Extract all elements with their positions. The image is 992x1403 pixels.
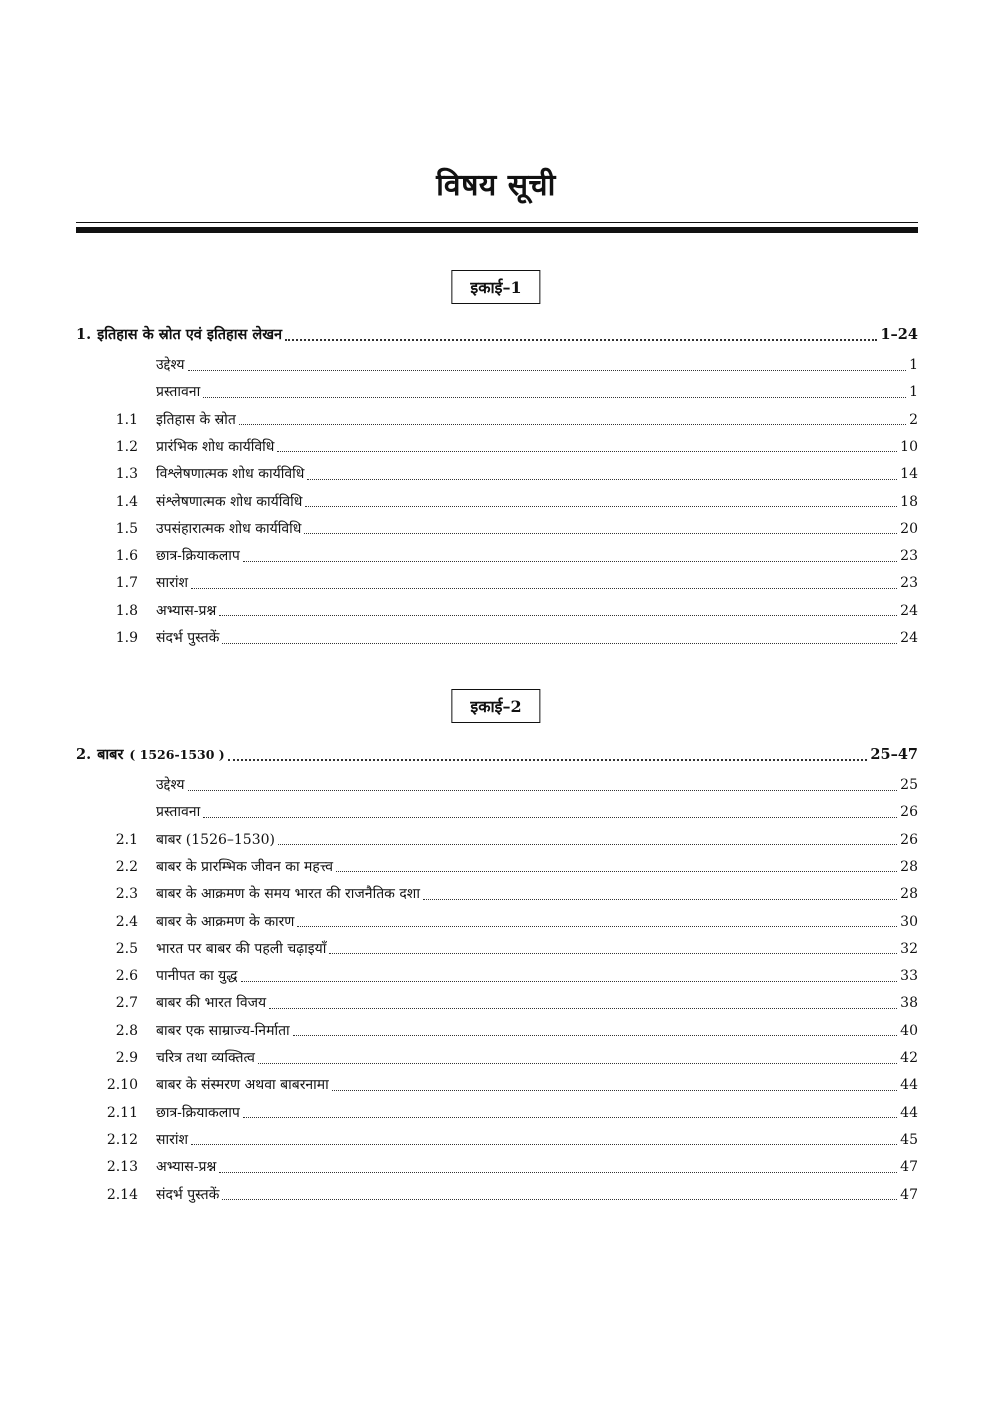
toc-entry[interactable] [76, 910, 918, 934]
dot-leader [278, 844, 897, 845]
dot-leader [243, 561, 897, 562]
entry-title: उद्देश्य [156, 357, 185, 373]
dot-leader [258, 1063, 897, 1064]
entry-title: बाबर के प्रारम्भिक जीवन का महत्त्व [156, 858, 334, 875]
toc-entry[interactable] [76, 490, 918, 514]
entry-page: 44 [900, 1104, 918, 1121]
dot-leader [203, 817, 897, 818]
dot-leader [203, 397, 906, 398]
entry-page: 24 [900, 602, 918, 619]
chapter-title: इतिहास के स्रोत एवं इतिहास लेखन [97, 326, 283, 343]
toc-entry[interactable] [76, 517, 918, 541]
entry-page: 25 [900, 777, 918, 793]
entry-number: 1.1 [115, 411, 138, 428]
entry-number: 2.10 [106, 1077, 138, 1094]
toc-entry[interactable] [76, 435, 918, 459]
toc-entry[interactable] [76, 544, 918, 568]
entry-title: प्रस्तावना [156, 384, 201, 401]
entry-number: 1.8 [115, 602, 138, 619]
entry-page: 38 [900, 995, 918, 1012]
entry-title: छात्र-क्रियाकलाप [156, 548, 240, 565]
entry-page: 47 [900, 1159, 918, 1176]
entry-number: 2.13 [106, 1159, 138, 1176]
entry-number: 2.4 [115, 913, 138, 930]
entry-page: 47 [900, 1186, 918, 1203]
entry-page: 24 [900, 630, 918, 646]
entry-title: अभ्यास-प्रश्न [156, 602, 217, 619]
entry-title: अभ्यास-प्रश्न [156, 1159, 217, 1176]
entry-number: 1.2 [115, 438, 138, 455]
entry-page: 1 [909, 384, 918, 401]
dot-leader [222, 643, 897, 644]
chapter-1-row[interactable] [76, 323, 918, 347]
entry-page: 10 [900, 438, 918, 455]
entry-page: 45 [900, 1131, 918, 1148]
unit-2-label: इकाई–2 [451, 689, 540, 723]
chapter-pages: 1–24 [880, 326, 918, 343]
toc-entry[interactable] [76, 571, 918, 595]
dot-leader [293, 1035, 897, 1036]
entry-page: 28 [900, 858, 918, 875]
toc-entry[interactable] [76, 353, 918, 377]
entry-number: 2.11 [106, 1104, 138, 1121]
toc-entry[interactable] [76, 380, 918, 404]
toc-entry[interactable] [76, 991, 918, 1015]
dot-leader [188, 790, 898, 791]
entry-title: उपसंहारात्मक शोध कार्यविधि [156, 520, 302, 537]
entry-title: सारांश [156, 1131, 188, 1148]
chapter-pages: 25–47 [870, 746, 918, 763]
entry-number: 2.7 [115, 995, 138, 1012]
entry-number: 2.2 [115, 858, 138, 875]
entry-title: प्रारंभिक शोध कार्यविधि [156, 438, 275, 455]
entry-number: 2.8 [115, 1022, 138, 1039]
entry-page: 20 [900, 520, 918, 537]
entry-page: 30 [900, 913, 918, 930]
entry-page: 33 [900, 968, 918, 985]
entry-number: 2.3 [115, 886, 138, 903]
entry-number: 1.6 [115, 548, 138, 565]
entry-title: संश्लेषणात्मक शोध कार्यविधि [156, 493, 303, 510]
toc-entry[interactable] [76, 1128, 918, 1152]
entry-title: पानीपत का युद्ध [156, 968, 238, 985]
chapter-2-row[interactable] [76, 743, 918, 767]
unit-1-label: इकाई–1 [451, 270, 540, 304]
toc-entry[interactable] [76, 462, 918, 486]
entry-page: 26 [900, 804, 918, 821]
entry-number: 2.12 [106, 1131, 138, 1148]
entry-number: 1.4 [115, 493, 138, 510]
page-title: विषय सूची [436, 168, 556, 203]
toc-entry[interactable] [76, 1073, 918, 1097]
dot-leader [239, 424, 906, 425]
dot-leader [219, 1172, 897, 1173]
dot-leader [285, 339, 877, 341]
toc-entry[interactable] [76, 408, 918, 432]
entry-page: 40 [900, 1022, 918, 1039]
entry-page: 23 [900, 548, 918, 565]
entry-number: 2.14 [106, 1186, 138, 1203]
entry-title: भारत पर बाबर की पहली चढ़ाइयाँ [156, 940, 327, 957]
dot-leader [222, 1199, 897, 1200]
title-rule-thick [76, 227, 918, 233]
entry-title: बाबर की भारत विजय [156, 995, 267, 1012]
entry-number: 1.5 [115, 520, 138, 537]
toc-entry[interactable] [76, 937, 918, 961]
entry-number: 2.6 [115, 968, 138, 985]
entry-title: बाबर के आक्रमण के कारण [156, 913, 295, 930]
dot-leader [241, 981, 898, 982]
entry-page: 14 [900, 466, 918, 483]
chapter-title: बाबर [97, 746, 124, 763]
dot-leader [243, 1117, 897, 1118]
dot-leader [277, 451, 897, 452]
chapter-number: 1. [76, 326, 92, 343]
entry-page: 28 [900, 886, 918, 903]
toc-entry[interactable] [76, 855, 918, 879]
entry-title: संदर्भ पुस्तकें [156, 1186, 220, 1203]
chapter-years: ( 1526-1530 ) [129, 747, 225, 762]
entry-title: सारांश [156, 575, 188, 592]
entry-number: 1.7 [115, 575, 138, 592]
entry-number: 2.9 [115, 1050, 138, 1066]
dot-leader [329, 953, 897, 954]
entry-title: प्रस्तावना [156, 804, 201, 821]
entry-title: बाबर के संस्मरण अथवा बाबरनामा [156, 1077, 329, 1094]
entry-page: 23 [900, 575, 918, 592]
entry-title: इतिहास के स्रोत [156, 411, 236, 428]
entry-title: उद्देश्य [156, 777, 185, 793]
toc-entry[interactable] [76, 626, 918, 650]
toc-entry[interactable] [76, 964, 918, 988]
toc-entry[interactable] [76, 1101, 918, 1125]
entry-number: 1.3 [115, 466, 138, 483]
entry-title: विश्लेषणात्मक शोध कार्यविधि [156, 466, 305, 483]
entry-number: 2.1 [115, 831, 138, 848]
entry-title: संदर्भ पुस्तकें [156, 630, 220, 646]
entry-page: 32 [900, 940, 918, 957]
entry-title: छात्र-क्रियाकलाप [156, 1104, 240, 1121]
title-rule-thin [76, 222, 918, 223]
dot-leader [191, 1144, 897, 1145]
entry-number: 2.5 [115, 940, 138, 957]
entry-number: 1.9 [115, 630, 138, 646]
dot-leader [304, 533, 897, 534]
toc-entry[interactable] [76, 1019, 918, 1043]
toc-entry[interactable] [76, 828, 918, 852]
dot-leader [228, 759, 868, 761]
toc-entry[interactable] [76, 882, 918, 906]
entry-page: 26 [900, 831, 918, 848]
dot-leader [332, 1090, 897, 1091]
dot-leader [336, 871, 897, 872]
toc-entry[interactable] [76, 599, 918, 623]
entry-title: बाबर (1526–1530) [156, 831, 275, 848]
entry-title: बाबर एक साम्राज्य-निर्माता [156, 1022, 290, 1039]
entry-page: 44 [900, 1077, 918, 1094]
entry-title: चरित्र तथा व्यक्तित्व [156, 1050, 255, 1066]
dot-leader [191, 588, 897, 589]
entry-title: बाबर के आक्रमण के समय भारत की राजनैतिक दशा [156, 886, 420, 903]
entry-page: 42 [900, 1050, 918, 1066]
toc-entry[interactable] [76, 1046, 918, 1070]
dot-leader [188, 370, 907, 371]
entry-page: 18 [900, 493, 918, 510]
toc-entry[interactable] [76, 800, 918, 824]
dot-leader [307, 479, 897, 480]
dot-leader [219, 615, 897, 616]
dot-leader [423, 899, 897, 900]
entry-page: 2 [909, 411, 918, 428]
entry-page: 1 [909, 357, 918, 373]
toc-entry[interactable] [76, 773, 918, 797]
dot-leader [269, 1008, 897, 1009]
toc-entry[interactable] [76, 1155, 918, 1179]
dot-leader [305, 506, 897, 507]
dot-leader [297, 926, 897, 927]
chapter-number: 2. [76, 746, 92, 763]
toc-entry[interactable] [76, 1183, 918, 1207]
